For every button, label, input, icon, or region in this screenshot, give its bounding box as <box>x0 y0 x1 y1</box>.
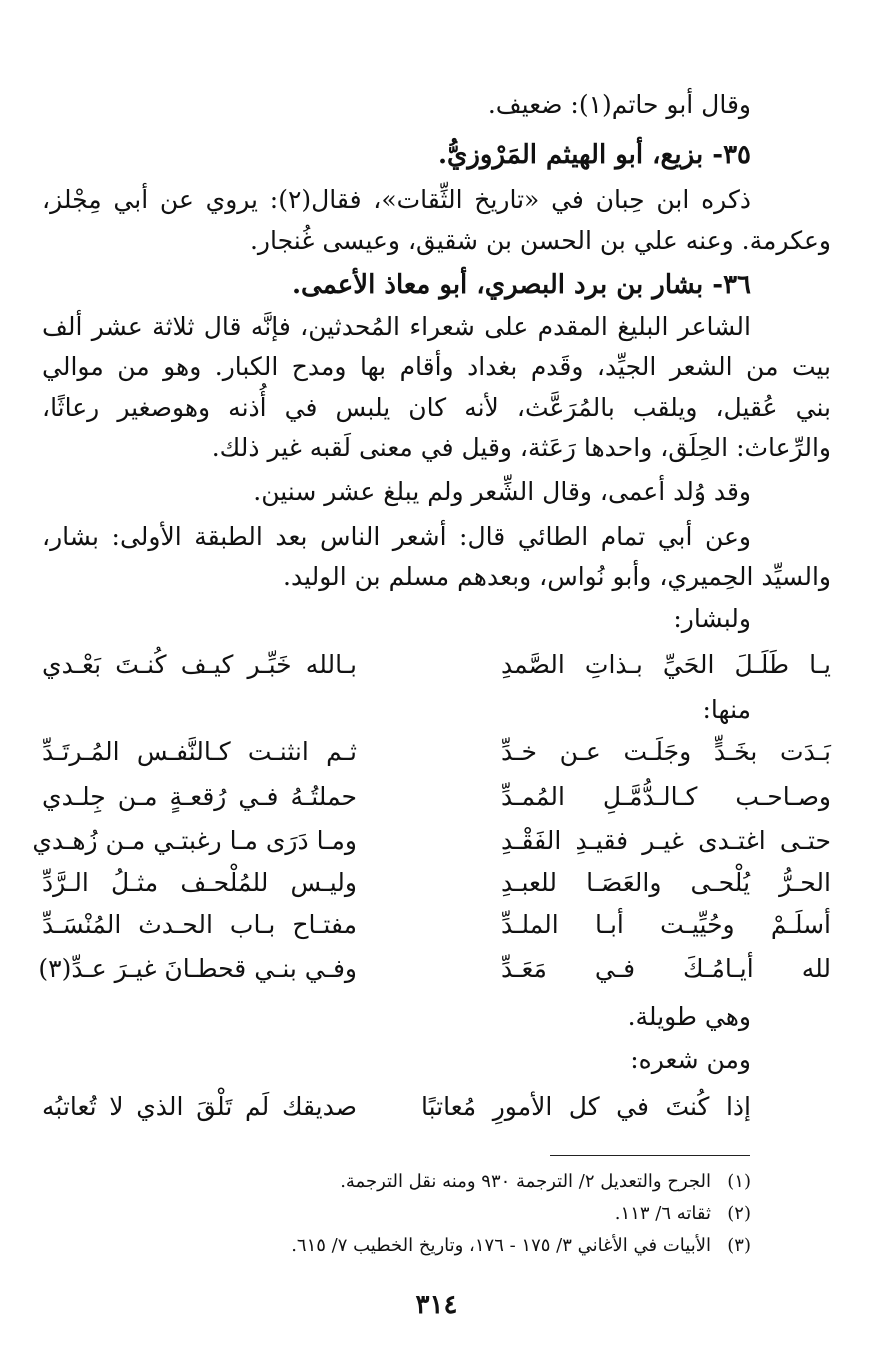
footnote-number: (١) <box>727 1171 751 1192</box>
verse-hemistich-2: صديقك لَم تَلْقَ الذي لا تُعاتبُه <box>42 1092 357 1121</box>
entry-heading-36: ٣٦- بشار بن برد البصري، أبو معاذ الأعمى. <box>292 270 751 300</box>
verse-hemistich-2: حملتُـهُ فـي رُقعـةٍ مـن جِلـدي <box>42 782 357 811</box>
text-line: وقال أبو حاتم(١): ضعيف. <box>487 90 751 119</box>
text-line: منها: <box>702 695 751 724</box>
footnote-2 <box>615 1202 751 1226</box>
verse-hemistich-2: وفـي بنـي قحطـانَ غيـرَ عـدِّ(٣) <box>38 954 357 983</box>
footnote-3 <box>291 1234 751 1258</box>
text-line: وعن أبي تمام الطائي قال: أشعر الناس بعد الطبقة الأولى: بشار، <box>42 522 751 551</box>
text-line: وقد وُلد أعمى، وقال الشِّعر ولم يبلغ عشر سنين. <box>253 477 751 506</box>
text-line: والرِّعاث: الحِلَق، واحدها رَعَثة، وقيل في معنى لَقبه غير ذلك. <box>211 433 831 462</box>
text-line: ذكره ابن حِبان في «تاريخ الثِّقات»، فقال(٢): يروي عن أبي مِجْلز، <box>42 185 751 214</box>
footnote-divider <box>550 1155 750 1156</box>
verse-hemistich-1: حتـى اغتـدى غيـر فقيـدِ الفَقْـدِ <box>501 826 831 855</box>
footnote-number: (٣) <box>727 1235 751 1256</box>
footnote-number: (٢) <box>727 1203 751 1224</box>
verse-hemistich-2: وليـس للمُلْحـف مثـلُ الـرَّدِّ <box>42 868 357 897</box>
verse-hemistich-2: بـالله خَبِّـر كيـف كُنـتَ بَعْـدي <box>42 650 357 679</box>
footnote-text: الجرح والتعديل ٢/ الترجمة ٩٣٠ ومنه نقل الترجمة. <box>340 1171 711 1192</box>
verse-hemistich-2: مفتـاح بـاب الحـدث المُنْسَـدِّ <box>42 910 357 939</box>
verse-hemistich-1: الحـرُّ يُلْحـى والعَصَـا للعبـدِ <box>501 868 831 897</box>
footnote-text: الأبيات في الأغاني ٣/ ١٧٥ - ١٧٦، وتاريخ الخطيب ٧/ ٦١٥. <box>291 1235 711 1256</box>
verse-hemistich-1: وصـاحـب كـالـدُّمَّـلِ المُمـدِّ <box>501 782 831 811</box>
verse-hemistich-1: لله أيـامُـكَ فـي مَعَـدِّ <box>501 954 831 983</box>
text-line: الشاعر البليغ المقدم على شعراء المُحدثين، فإنَّه قال ثلاثة عشر ألف <box>42 312 751 341</box>
verse-hemistich-2: ومـا دَرَى مـا رغبتـي مـن زُهـدي <box>32 826 357 855</box>
text-line: وعكرمة. وعنه علي بن الحسن بن شقيق، وعيسى غُنجار. <box>249 226 831 255</box>
text-line: بني عُقيل، ويلقب بالمُرَعَّث، لأنه كان يلبس في أُذنه وهوصغير رعاثًا، <box>42 393 831 422</box>
text-line: والسيِّد الحِميري، وأبو نُواس، وبعدهم مسلم بن الوليد. <box>283 562 831 591</box>
footnote-1 <box>340 1170 751 1194</box>
verse-hemistich-1: أسلَـمْ وحُيِّيـت أبـا الملـدِّ <box>501 910 831 939</box>
text-line: ولبشار: <box>673 604 751 633</box>
verse-hemistich-1: إذا كُنتَ في كل الأمورِ مُعاتبًا <box>421 1092 751 1121</box>
verse-hemistich-1: يـا طَلَـلَ الحَيِّ بـذاتِ الصَّمدِ <box>501 650 831 679</box>
footnote-text: ثقاته ٦/ ١١٣. <box>614 1203 711 1224</box>
page-number: ٣١٤ <box>415 1290 458 1320</box>
verse-hemistich-1: بَـدَت بخَـدٍّ وجَلَـت عـن خـدِّ <box>501 737 831 766</box>
verse-hemistich-2: ثـم انثنـت كـالنَّفـس المُـرتَـدِّ <box>42 737 357 766</box>
entry-heading-35: ٣٥- بزيع، أبو الهيثم المَرْوزيُّ. <box>437 140 751 170</box>
text-line: ومن شعره: <box>630 1045 751 1074</box>
text-line: وهي طويلة. <box>627 1002 751 1031</box>
text-line: بيت من الشعر الجيِّد، وقَدم بغداد وأقام بها ومدح الكبار. وهو من موالي <box>42 352 831 381</box>
